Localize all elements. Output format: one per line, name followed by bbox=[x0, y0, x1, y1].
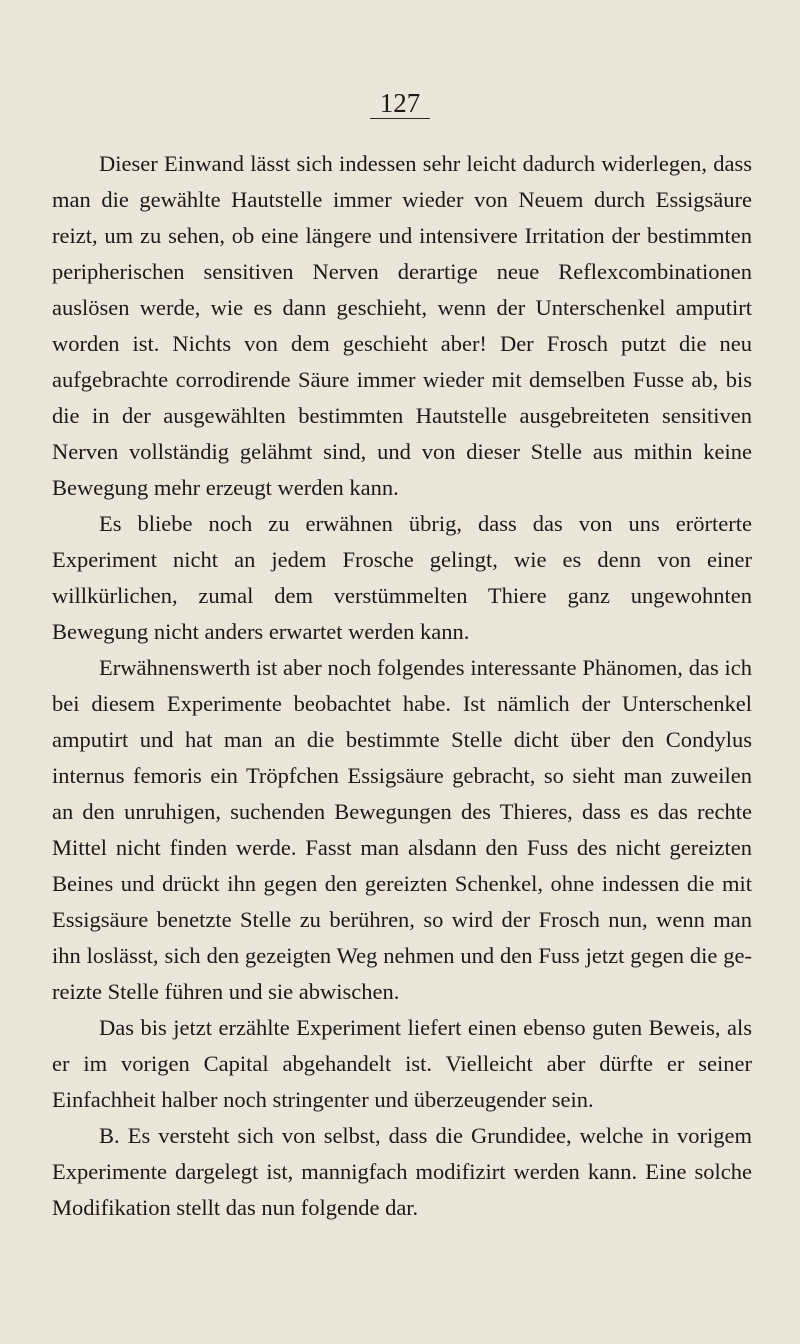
paragraph: Erwähnenswerth ist aber noch folgendes interessante Phänomen, das ich bei diesem Experimente beobachtet habe. Ist nämlich der Unterschenkel amputirt und hat man an die bestimmte Stelle dicht über den Condylus internus femoris ein Tröpfchen Essigsäure gebracht, so sieht man zuweilen an den unruhigen, suchenden Bewegungen des Thieres, dass es das rechte Mittel nicht finden werde. Fasst man alsdann den Fuss des nicht gereizten Beines und drückt ihn gegen den gereizten Schenkel, ohne indessen die mit Essigsäure benetzte Stelle zu berühren, so wird der Frosch nun, wenn man ihn loslässt, sich den gezeigten Weg nehmen und den Fuss jetzt gegen die gereizte Stelle führen und sie abwischen. bbox=[52, 655, 752, 1004]
paragraph: B. Es versteht sich von selbst, dass die Grundidee, welche in vorigem Experimente dargelegt ist, mannigfach modifizirt werden kann. Eine solche Modifikation stellt das nun folgende dar. bbox=[52, 1123, 752, 1220]
page-number bbox=[0, 88, 800, 119]
text-body bbox=[52, 146, 752, 1226]
paragraph: Das bis jetzt erzählte Experiment liefert einen ebenso guten Beweis, als er im vorigen Capital abgehandelt ist. Vielleicht aber dürfte er seiner Einfachheit halber noch stringenter und überzeugender sein. bbox=[52, 1015, 752, 1112]
page-number-text: 127 bbox=[370, 88, 431, 119]
paragraph: Es bliebe noch zu erwähnen übrig, dass das von uns erörterte Experiment nicht an jedem Frosche gelingt, wie es denn von einer willkürlichen, zumal dem verstümmelten Thiere ganz ungewohnten Bewegung nicht anders erwartet werden kann. bbox=[52, 511, 752, 644]
paragraph: Dieser Einwand lässt sich indessen sehr leicht dadurch widerlegen, dass man die gewählte Hautstelle immer wieder von Neuem durch Essigsäure reizt, um zu sehen, ob eine längere und intensivere Irritation der bestimmten peripherischen sensitiven Nerven derartige neue Reflexcombinationen auslösen werde, wie es dann geschieht, wenn der Unterschenkel amputirt worden ist. Nichts von dem geschieht aber! Der Frosch putzt die neu aufgebrachte corrodirende Säure immer wieder mit demselben Fusse ab, bis die in der ausgewählten bestimmten Hautstelle ausgebreiteten sensitiven Nerven vollständig gelähmt sind, und von dieser Stelle aus mithin keine Bewegung mehr erzeugt werden kann. bbox=[52, 151, 752, 500]
